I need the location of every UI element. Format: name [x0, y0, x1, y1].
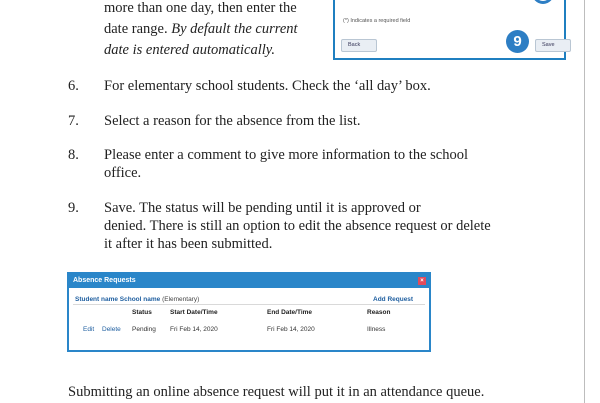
status-value: Pending	[132, 326, 156, 333]
step-number: 8.	[68, 147, 79, 163]
step-text: Please enter a comment to give more information to the school office.	[104, 147, 469, 181]
step-number: 6.	[68, 78, 79, 94]
divider	[73, 304, 425, 305]
step-badge: 9	[506, 30, 529, 53]
panel-title: Absence Requests	[73, 277, 136, 284]
header-status: Status	[132, 309, 152, 316]
header-start: Start Date/Time	[170, 309, 218, 316]
header-end: End Date/Time	[267, 309, 313, 316]
student-heading: Student name School name (Elementary)	[75, 296, 200, 303]
step-number: 9.	[68, 200, 79, 216]
intro-paragraph	[104, 0, 334, 61]
step-text: For elementary school students. Check the ‘all day’ box.	[104, 78, 431, 94]
back-button[interactable]: Back	[341, 39, 377, 52]
page-edge	[584, 0, 585, 403]
step-text: Select a reason for the absence from the list.	[104, 113, 361, 129]
step-number: 7.	[68, 113, 79, 129]
add-request-link[interactable]: Add Request	[373, 296, 414, 303]
close-icon[interactable]: ×	[418, 277, 426, 285]
step-text: Save. The status will be pending until it is approved or denied. There is still an option to edit the absence request or delete it after it has been submitted.	[104, 200, 491, 252]
header-reason: Reason	[367, 309, 391, 316]
panel-titlebar	[69, 274, 429, 288]
intro-line-2: date range.	[104, 21, 168, 37]
intro-line-3: date is entered automatically.	[104, 42, 276, 58]
edit-link[interactable]: Edit	[83, 326, 95, 333]
footer-text: Submitting an online absence request will put it in an attendance queue.	[68, 384, 485, 400]
delete-link[interactable]: Delete	[102, 326, 121, 333]
start-value: Fri Feb 14, 2020	[170, 326, 218, 333]
absence-form-screenshot	[333, 0, 566, 60]
intro-line-1: more than one day, then enter the	[104, 0, 297, 16]
intro-line-2-italic: By default the current	[171, 21, 298, 37]
end-value: Fri Feb 14, 2020	[267, 326, 315, 333]
save-button[interactable]: Save	[535, 39, 571, 52]
required-field-note: (*) Indicates a required field	[343, 18, 411, 24]
step-badge-arc	[532, 0, 554, 4]
reason-value: Illness	[367, 326, 386, 333]
absence-requests-panel	[67, 272, 431, 352]
